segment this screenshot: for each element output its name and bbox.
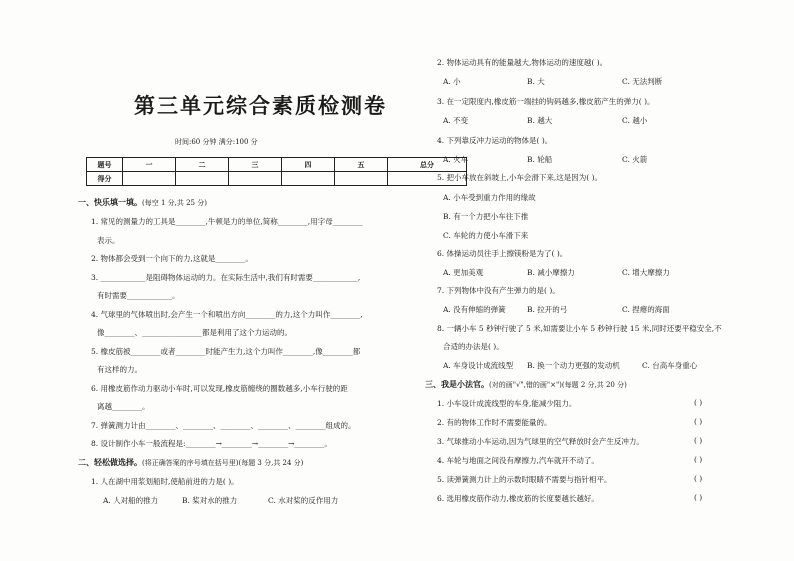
option-2-5-b[interactable]: B. 有一个力把小车往下推 (443, 212, 529, 221)
section2-note: (将正确答案的序号填在括号里)(每题 3 分,共 24 分) (142, 459, 304, 467)
option-2-7-a[interactable]: A. 没有伸缩的弹簧 (443, 305, 506, 314)
answer-paren[interactable]: ( ) (694, 417, 703, 426)
section3-title: 三、我是小法官。 (425, 380, 489, 389)
judge-item: 6. 选用橡皮筋作动力,橡皮筋的长度要越长越好。 (437, 494, 599, 503)
option-2-2-a[interactable]: A. 小 (443, 77, 461, 86)
score-header-cell: 一 (123, 158, 176, 172)
question-2-2: 2. 物体运动具有的能量越大,物体运动的速度越( )。 (437, 58, 608, 67)
option-2-8-c[interactable]: C. 台高车身重心 (642, 361, 698, 370)
score-table-score-row (87, 172, 467, 186)
judge-item: 4. 车轮与地面之间没有摩擦力,汽车就开不动了。 (437, 456, 599, 465)
score-cell[interactable] (335, 172, 388, 186)
answer-paren[interactable]: ( ) (694, 436, 703, 445)
option-2-8-b[interactable]: B. 换一个动力更强的发动机 (527, 361, 620, 370)
page-title: 第三单元综合素质检测卷 (134, 94, 387, 118)
section3-heading (425, 379, 627, 390)
section1-line: 7. 弹簧测力计由________、________、________、________、________组成的。 (91, 421, 356, 430)
option-2-1-a[interactable]: A. 人对船的推力 (103, 496, 159, 505)
question-2-5: 5. 把小车放在斜坡上,小车会滑下来,这是因为( )。 (437, 173, 603, 182)
score-cell[interactable] (176, 172, 229, 186)
section1-line: 6. 用橡皮筋作动力驱动小车时,可以发现,橡皮筋缠绕的圈数越多,小车行驶的距 (91, 384, 348, 393)
score-header-cell: 三 (229, 158, 282, 172)
section1-line: 1. 常见的测量力的工具是________,牛顿是力的单位,简称________,用字母________ (91, 217, 363, 226)
option-2-5-a[interactable]: A. 小车受到重力作用的缘故 (443, 193, 536, 202)
section1-line: 像________、________________都是利用了这个力运动的。 (97, 328, 292, 337)
score-header-cell: 总分 (388, 158, 467, 172)
section3-note: (对的画"√",错的画"×")(每题 2 分,共 20 分) (489, 381, 627, 389)
answer-paren[interactable]: ( ) (694, 493, 703, 502)
question-2-3: 3. 在一定限度内,橡皮筋一端挂的钩码越多,橡皮筋产生的弹力( )。 (437, 97, 655, 106)
question-2-6: 6. 体操运动员往手上擦镁粉是为了( )。 (437, 249, 568, 258)
score-cell[interactable] (229, 172, 282, 186)
option-2-6-c[interactable]: C. 增大摩擦力 (622, 268, 670, 277)
section1-line: 2. 物体都会受到一个向下的力,这就是________。 (91, 254, 253, 263)
score-table-header-row (87, 158, 467, 172)
option-2-4-b[interactable]: B. 轮船 (527, 155, 553, 164)
section1-line: 表示。 (97, 236, 120, 245)
option-2-3-c[interactable]: C. 越小 (622, 116, 648, 125)
score-header-cell: 二 (176, 158, 229, 172)
option-2-6-b[interactable]: B. 减小摩擦力 (527, 268, 575, 277)
section1-line: 5. 橡皮筋被________或者________时能产生力,这个力叫作________,像________都 (91, 347, 361, 356)
section1-line: 4. 气球里的气体喷出时,会产生一个和喷出方向________的力,这个力叫作________, (91, 310, 363, 319)
section1-line: 有这样的力。 (97, 365, 142, 374)
option-2-1-b[interactable]: B. 桨对水的推力 (182, 496, 238, 505)
section1-line: 有时需要____________。 (97, 291, 180, 300)
section2-heading (78, 457, 303, 468)
section1-note: (每空 1 分,共 25 分) (142, 199, 207, 207)
score-header-cell: 题号 (87, 158, 123, 172)
section1-line: 离越________。 (97, 402, 150, 411)
score-table (86, 157, 467, 186)
question-2-7: 7. 下列物体中没有产生弹力的是( )。 (437, 286, 560, 295)
judge-item: 2. 有的物体工作时不需要能量的。 (437, 418, 552, 427)
answer-paren[interactable]: ( ) (694, 455, 703, 464)
section1-heading (78, 197, 207, 208)
score-cell[interactable] (123, 172, 176, 186)
question-2-8-cont: 合适的办法是( )。 (443, 342, 504, 351)
option-2-3-a[interactable]: A. 不变 (443, 116, 469, 125)
score-header-cell: 五 (335, 158, 388, 172)
option-2-1-c[interactable]: C. 水对桨的反作用力 (268, 496, 339, 505)
question-2-4: 4. 下列靠反冲力运动的物体是( )。 (437, 136, 553, 145)
judge-item: 5. 读弹簧测力计上的示数时眼睛不需要与指针相平。 (437, 475, 612, 484)
option-2-4-a[interactable]: A. 火车 (443, 155, 469, 164)
score-row-label: 得分 (87, 172, 123, 186)
answer-paren[interactable]: ( ) (694, 398, 703, 407)
question-2-8: 8. 一辆小车 5 秒钟行驶了 5 米,如需要让小车 5 秒钟行驶 15 米,同时还要平稳安全,不 (437, 324, 722, 333)
option-2-7-c[interactable]: C. 捏瘪的海面 (622, 305, 670, 314)
judge-item: 3. 气球推动小车运动,因为气球里的空气释放时会产生反冲力。 (437, 437, 644, 446)
exam-meta: 时间:60 分钟 满分:100 分 (175, 138, 258, 146)
section1-title: 一、快乐填一填。 (78, 198, 142, 207)
score-cell[interactable] (282, 172, 335, 186)
section1-line: 3. ____________是阻碍物体运动的力。在实际生活中,我们有时需要____________, (91, 273, 361, 282)
option-2-4-c[interactable]: C. 火箭 (622, 155, 648, 164)
option-2-2-c[interactable]: C. 无法判断 (622, 77, 663, 86)
judge-item: 1. 小车设计成流线型的车身,能减少阻力。 (437, 399, 577, 408)
section2-title: 二、轻松做选择。 (78, 458, 142, 467)
option-2-3-b[interactable]: B. 越大 (527, 116, 553, 125)
option-2-7-b[interactable]: B. 拉开的弓 (527, 305, 568, 314)
option-2-5-c[interactable]: C. 车轮的力使小车滑下来 (443, 231, 529, 240)
score-header-cell: 四 (282, 158, 335, 172)
option-2-6-a[interactable]: A. 更加美观 (443, 268, 484, 277)
answer-paren[interactable]: ( ) (694, 474, 703, 483)
question-2-1: 1. 人在湖中用浆划船时,使船前进的力是( )。 (91, 477, 239, 486)
option-2-8-a[interactable]: A. 车身设计成流线型 (443, 361, 514, 370)
option-2-2-b[interactable]: B. 大 (527, 77, 545, 86)
section1-line: 8. 设计制作小车一般流程是:________→________→________→________。 (91, 439, 332, 448)
